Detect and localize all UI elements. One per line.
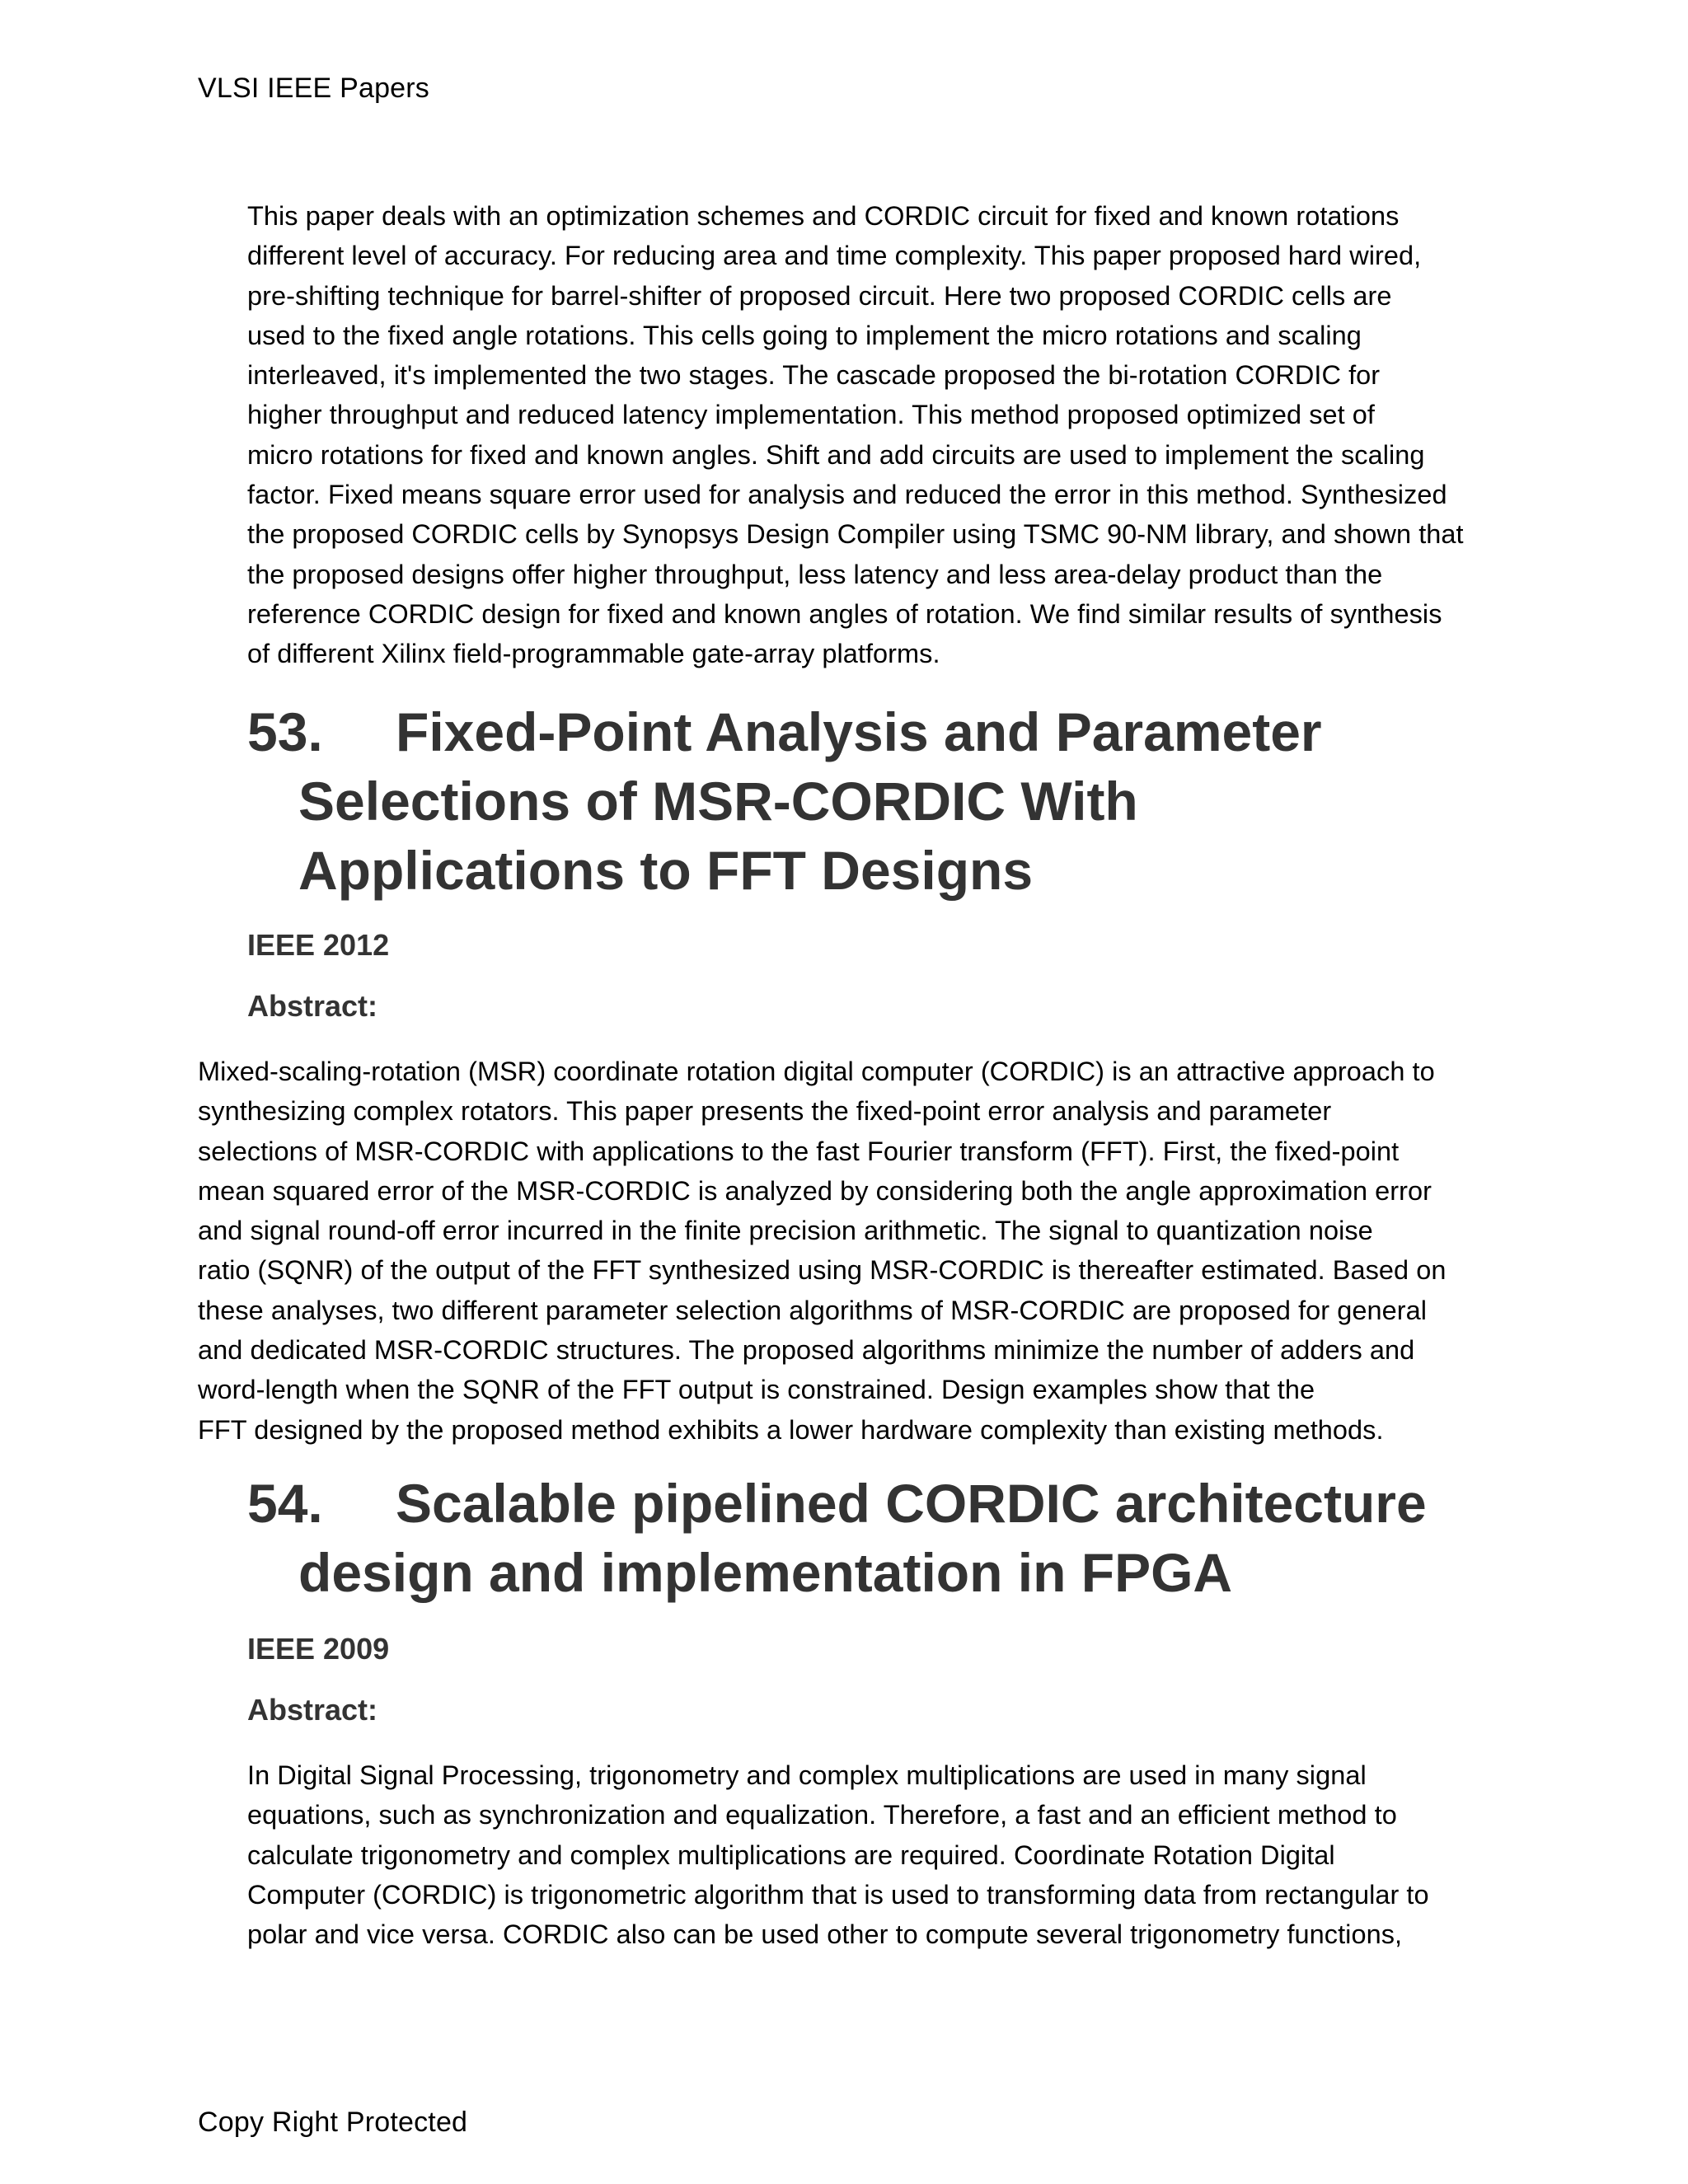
paragraph-line: equations, such as synchronization and equalization. Therefore, a fast and an efficient method to xyxy=(247,1800,1397,1830)
paragraph-line: different level of accuracy. For reducing area and time complexity. This paper proposed hard wired, xyxy=(247,241,1422,271)
title-line xyxy=(247,1469,1427,1538)
paragraph-line: Computer (CORDIC) is trigonometric algorithm that is used to transforming data from rectangular to xyxy=(247,1879,1429,1910)
paragraph-line: the proposed CORDIC cells by Synopsys Design Compiler using TSMC 90-NM library, and shown that xyxy=(247,519,1464,550)
paragraph-line: reference CORDIC design for fixed and known angles of rotation. We find similar results of synthesis xyxy=(247,598,1442,629)
title-line: Applications to FFT Designs xyxy=(298,840,1034,901)
paper-53-abstract-label: Abstract: xyxy=(247,989,378,1023)
title-text: Fixed-Point Analysis and Parameter xyxy=(396,701,1322,762)
title-text: Scalable pipelined CORDIC architecture xyxy=(396,1473,1427,1534)
paper-54-title xyxy=(247,1469,1427,1607)
paper-53-year: IEEE 2012 xyxy=(247,928,390,962)
paragraph-line: calculate trigonometry and complex multiplications are required. Coordinate Rotation Digital xyxy=(247,1840,1335,1870)
paper-54-abstract-label: Abstract: xyxy=(247,1693,378,1727)
paragraph-line: word-length when the SQNR of the FFT output is constrained. Design examples show that the xyxy=(198,1375,1315,1405)
paragraph-line: selections of MSR-CORDIC with applications to the fast Fourier transform (FFT). First, the fixed-point xyxy=(198,1136,1400,1166)
title-line: design and implementation in FPGA xyxy=(298,1542,1233,1603)
paragraph-line: higher throughput and reduced latency implementation. This method proposed optimized set of xyxy=(247,400,1375,430)
title-line xyxy=(247,697,1322,766)
title-line: Selections of MSR-CORDIC With xyxy=(298,771,1138,832)
paragraph-line: and dedicated MSR-CORDIC structures. The proposed algorithms minimize the number of adders and xyxy=(198,1335,1415,1366)
paragraph-line: In Digital Signal Processing, trigonometry and complex multiplications are used in many signal xyxy=(247,1760,1367,1790)
paragraph-line: polar and vice versa. CORDIC also can be used other to compute several trigonometry functions, xyxy=(247,1919,1403,1950)
intro-paragraph xyxy=(247,196,1500,674)
paper-number: 54. xyxy=(247,1473,323,1534)
paragraph-line: and signal round-off error incurred in the finite precision arithmetic. The signal to quantization noise xyxy=(198,1216,1373,1246)
paragraph-line: FFT designed by the proposed method exhibits a lower hardware complexity than existing methods. xyxy=(198,1414,1384,1445)
paragraph-line: these analyses, two different parameter selection algorithms of MSR-CORDIC are proposed for general xyxy=(198,1295,1428,1325)
paper-54-year: IEEE 2009 xyxy=(247,1632,390,1666)
paper-number: 53. xyxy=(247,701,323,762)
page-footer: Copy Right Protected xyxy=(198,2107,468,2138)
paper-53-title xyxy=(247,697,1322,905)
paragraph-line: the proposed designs offer higher throughput, less latency and less area-delay product than the xyxy=(247,559,1383,589)
page-header: VLSI IEEE Papers xyxy=(198,73,430,104)
paper-53-abstract xyxy=(198,1052,1500,1450)
paragraph-line: of different Xilinx field-programmable gate-array platforms. xyxy=(247,639,940,669)
paragraph-line: micro rotations for fixed and known angles. Shift and add circuits are used to implement the scaling xyxy=(247,439,1425,470)
paragraph-line: synthesizing complex rotators. This paper presents the fixed-point error analysis and parameter xyxy=(198,1096,1332,1127)
paragraph-line: ratio (SQNR) of the output of the FFT synthesized using MSR-CORDIC is thereafter estimated. Based on xyxy=(198,1255,1447,1286)
paragraph-line: pre-shifting technique for barrel-shifter of proposed circuit. Here two proposed CORDIC cells are xyxy=(247,280,1392,311)
paragraph-line: used to the fixed angle rotations. This cells going to implement the micro rotations and scaling xyxy=(247,320,1362,350)
paragraph-line: This paper deals with an optimization schemes and CORDIC circuit for fixed and known rotations xyxy=(247,201,1400,231)
paragraph-line: mean squared error of the MSR-CORDIC is analyzed by considering both the angle approximation error xyxy=(198,1175,1432,1206)
paper-54-abstract xyxy=(247,1755,1500,1954)
paragraph-line: Mixed-scaling-rotation (MSR) coordinate rotation digital computer (CORDIC) is an attractive approach to xyxy=(198,1057,1435,1086)
paragraph-line: factor. Fixed means square error used for analysis and reduced the error in this method. Synthesized xyxy=(247,480,1447,510)
paragraph-line: interleaved, it's implemented the two stages. The cascade proposed the bi-rotation CORDIC for xyxy=(247,360,1381,391)
